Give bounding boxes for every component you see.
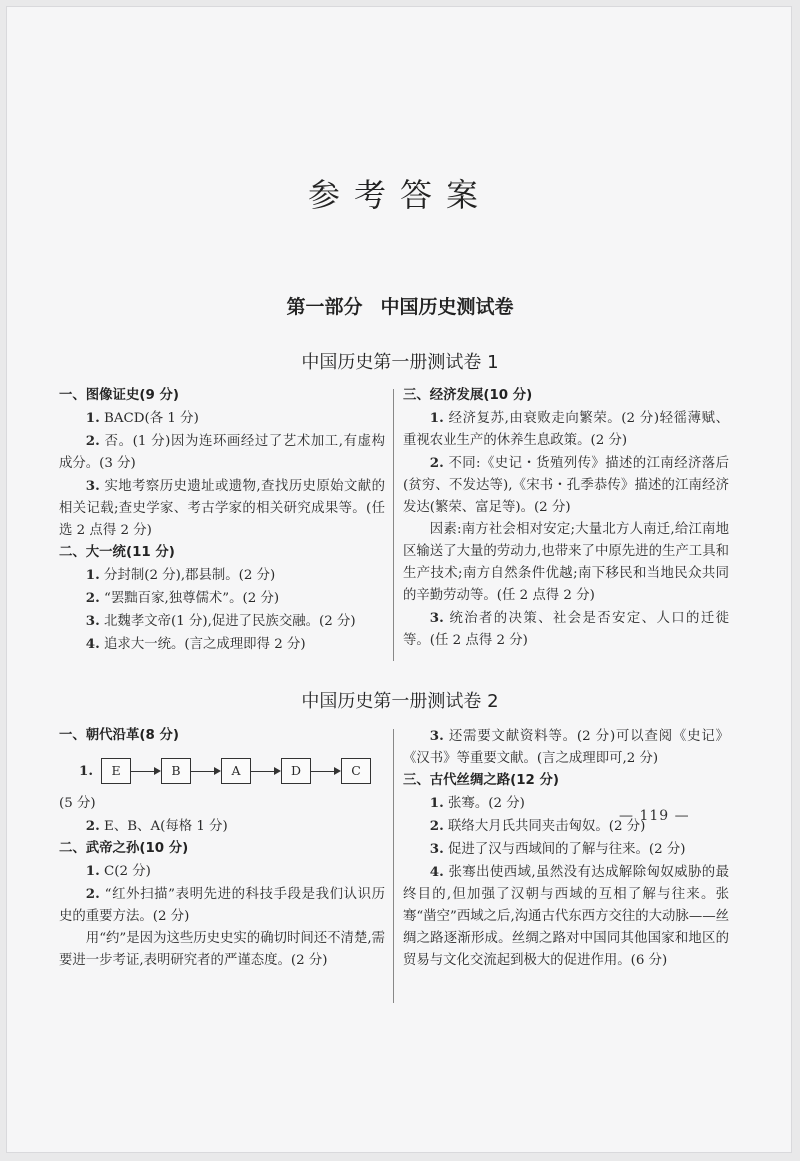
item-number: 1. bbox=[79, 763, 93, 779]
arrow-right-icon bbox=[191, 767, 221, 775]
flow-box: B bbox=[161, 758, 191, 784]
exam2-left-column bbox=[59, 725, 385, 972]
column-divider bbox=[393, 389, 394, 661]
answer-item: 2. 否。(1 分)因为连环画经过了艺术加工,有虚构成分。(3 分) bbox=[59, 433, 385, 471]
answer-item: 4. 追求大一统。(言之成理即得 2 分) bbox=[85, 636, 306, 652]
answer-item: 1. 经济复苏,由衰败走向繁荣。(2 分)轻徭薄赋、重视农业生产的休养生息政策。(2 分) bbox=[403, 410, 729, 448]
answer-paragraph: 因素:南方社会相对安定;大量北方人南迁,给江南地区输送了大量的劳动力,也带来了中原先进的生产工具和生产技术;南方自然条件优越;南下移民和当地民众共同的辛勤劳动等。(任 2 点得 2 分) bbox=[403, 522, 729, 603]
answer-item: 3. 北魏孝文帝(1 分),促进了民族交融。(2 分) bbox=[85, 613, 356, 629]
main-title: 参考答案 bbox=[307, 176, 492, 214]
answer-item: 1. BACD(各 1 分) bbox=[85, 410, 199, 426]
section-heading: 三、经济发展(10 分) bbox=[403, 388, 533, 403]
flow-box: D bbox=[281, 758, 311, 784]
part-title bbox=[7, 292, 793, 319]
answer-item: 3. 统治者的决策、社会是否安定、人口的迁徙等。(任 2 点得 2 分) bbox=[403, 610, 729, 648]
section-heading: 三、古代丝绸之路(12 分) bbox=[403, 773, 560, 788]
score-note: (5 分) bbox=[59, 796, 96, 811]
section-heading: 二、武帝之孙(10 分) bbox=[59, 841, 189, 856]
answer-item: 3. 还需要文献资料等。(2 分)可以查阅《史记》《汉书》等重要文献。(言之成理即可,2 分) bbox=[403, 728, 729, 766]
section-heading: 二、大一统(11 分) bbox=[59, 545, 175, 560]
exam2-right-column bbox=[403, 725, 729, 972]
part-name: 中国历史测试卷 bbox=[380, 296, 514, 318]
flow-box: A bbox=[221, 758, 251, 784]
answer-item: 2. 不同:《史记・货殖列传》描述的江南经济落后(贫穷、不发达等),《宋书・孔季恭传》描述的江南经济发达(繁荣、富足等)。(2 分) bbox=[403, 455, 729, 515]
exam1-title: 中国历史第一册测试卷 1 bbox=[301, 352, 499, 373]
document-page bbox=[6, 6, 792, 1153]
section-heading: 一、图像证史(9 分) bbox=[59, 388, 179, 403]
page-number: — 119 — bbox=[619, 808, 690, 824]
exam2-title: 中国历史第一册测试卷 2 bbox=[301, 691, 499, 712]
answer-item: 1. 分封制(2 分),郡县制。(2 分) bbox=[85, 567, 276, 583]
answer-item: 3. 促进了汉与西域间的了解与往来。(2 分) bbox=[429, 841, 686, 857]
section-heading: 一、朝代沿革(8 分) bbox=[59, 728, 179, 743]
answer-item: 1. C(2 分) bbox=[85, 863, 151, 879]
answer-item: 2. 联络大月氏共同夹击匈奴。(2 分) bbox=[429, 818, 646, 834]
flow-box: E bbox=[101, 758, 131, 784]
answer-item: 1. 张骞。(2 分) bbox=[429, 795, 525, 811]
arrow-right-icon bbox=[131, 767, 161, 775]
exam1-right-column bbox=[403, 385, 729, 652]
answer-item: 2. “红外扫描”表明先进的科技手段是我们认识历史的重要方法。(2 分) bbox=[59, 886, 385, 924]
part-number: 第一部分 bbox=[286, 296, 363, 318]
column-divider bbox=[393, 729, 394, 1003]
exam1-left-column bbox=[59, 385, 385, 656]
answer-item: 4. 张骞出使西域,虽然没有达成解除匈奴威胁的最终目的,但加强了汉朝与西域的互相了解与往来。张骞“凿空”西域之后,沟通古代东西方交往的大动脉——丝绸之路逐渐形成。丝绸之路对中国同其他国家和地区的贸易与文化交流起到极大的促进作用。(6 分) bbox=[403, 864, 729, 968]
answer-item: 2. E、B、A(每格 1 分) bbox=[85, 818, 228, 834]
answer-paragraph: 用“约”是因为这些历史史实的确切时间还不清楚,需要进一步考证,表明研究者的严谨态度。(2 分) bbox=[59, 931, 385, 968]
arrow-right-icon bbox=[251, 767, 281, 775]
answer-item: 3. 实地考察历史遗址或遗物,查找历史原始文献的相关记载;查史学家、考古学家的相关研究成果等。(任选 2 点得 2 分) bbox=[59, 478, 385, 538]
arrow-right-icon bbox=[311, 767, 341, 775]
dynasty-flow-diagram bbox=[59, 757, 385, 785]
answer-item: 2. “罢黜百家,独尊儒术”。(2 分) bbox=[85, 590, 280, 606]
flow-box: C bbox=[341, 758, 371, 784]
